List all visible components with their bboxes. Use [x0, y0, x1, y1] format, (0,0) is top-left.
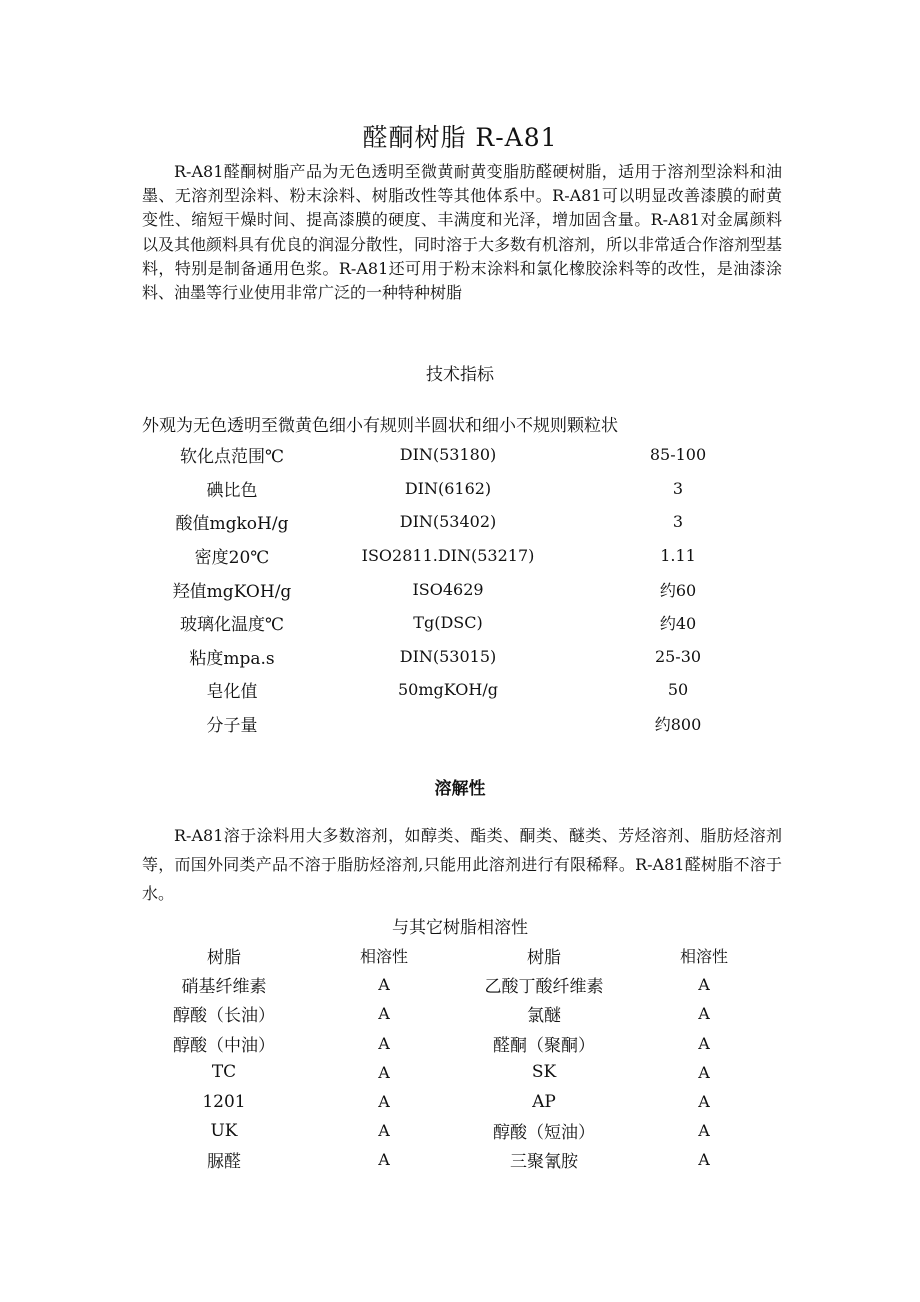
compat-value: A [378, 1004, 390, 1024]
resin-name: 硝基纤维素 [181, 977, 267, 998]
compat-table [142, 941, 782, 1175]
spec-method: DIN(6162) [404, 478, 492, 498]
spec-row [142, 707, 782, 741]
spec-name: 皂化值 [206, 682, 258, 703]
resin-name: AP [532, 1091, 556, 1112]
spec-method: ISO4629 [412, 579, 484, 599]
resin-name: TC [211, 1062, 237, 1083]
compat-heading: 与其它树脂相溶性 [392, 918, 528, 938]
col-header-resin: 树脂 [527, 948, 561, 969]
spec-value: 约800 [654, 715, 702, 735]
resin-name: 醇酸（短油） [493, 1123, 595, 1144]
spec-method: DIN(53015) [399, 646, 497, 666]
compat-row [142, 1058, 782, 1087]
solubility-paragraph: R-A81溶于涂料用大多数溶剂，如醇类、酯类、酮类、醚类、芳烃溶剂、脂肪烃溶剂等，而国外同类产品不溶于脂肪烃溶剂,只能用此溶剂进行有限稀释。R-A81醛树脂不溶于水。 [142, 826, 782, 903]
compat-value: A [378, 975, 390, 995]
compat-value: A [698, 1033, 710, 1053]
spec-value: 50 [667, 680, 689, 700]
compat-value: A [378, 1150, 390, 1170]
compat-value: A [378, 1062, 390, 1082]
resin-name: 醇酸（长油） [173, 1006, 275, 1027]
compat-value: A [698, 1062, 710, 1082]
spec-method: ISO2811.DIN(53217) [361, 546, 535, 566]
resin-name: UK [210, 1120, 238, 1141]
compat-row [142, 1145, 782, 1174]
spec-value: 约40 [659, 614, 697, 634]
spec-name: 羟值mgKOH/g [172, 581, 292, 602]
spec-value: 约60 [659, 580, 697, 600]
compat-value: A [378, 1092, 390, 1112]
compat-row [142, 999, 782, 1028]
spec-name: 碘比色 [206, 480, 258, 501]
spec-value: 3 [672, 512, 684, 532]
spec-name: 酸值mgkoH/g [175, 514, 289, 535]
col-header-compat: 相溶性 [679, 947, 728, 967]
compat-value: A [698, 1092, 710, 1112]
solubility-heading: 溶解性 [434, 779, 486, 799]
spec-row [142, 472, 782, 506]
resin-name: 1201 [202, 1091, 246, 1112]
resin-name: 三聚氰胺 [510, 1152, 578, 1173]
document-title: 醛酮树脂 R-A81 [362, 123, 558, 152]
compat-value: A [378, 1121, 390, 1141]
compat-value: A [698, 1004, 710, 1024]
compat-row [142, 1087, 782, 1116]
compat-value: A [698, 975, 710, 995]
compat-header-row [142, 941, 782, 970]
spec-method: DIN(53180) [399, 445, 497, 465]
spec-table [142, 438, 782, 740]
spec-value: 3 [672, 478, 684, 498]
appearance-line: 外观为无色透明至微黄色细小有规则半圆状和细小不规则颗粒状 [142, 416, 618, 436]
resin-name: 醛酮（聚酮） [493, 1035, 595, 1056]
compat-row [142, 1029, 782, 1058]
compat-value: A [378, 1033, 390, 1053]
tech-spec-heading: 技术指标 [426, 365, 494, 385]
spec-name: 密度20℃ [194, 548, 270, 569]
resin-name: SK [531, 1062, 557, 1083]
spec-method [322, 707, 574, 741]
spec-name: 粘度mpa.s [189, 648, 275, 669]
spec-method: Tg(DSC) [413, 613, 483, 633]
col-header-compat: 相溶性 [359, 947, 408, 967]
spec-row [142, 572, 782, 606]
resin-name: 醇酸（中油） [173, 1035, 275, 1056]
resin-name: 脲醛 [207, 1152, 241, 1173]
spec-value: 1.11 [660, 546, 696, 566]
compat-value: A [698, 1121, 710, 1141]
resin-name: 乙酸丁酸纤维素 [484, 977, 604, 998]
spec-row [142, 673, 782, 707]
spec-name: 软化点范围℃ [179, 447, 285, 468]
spec-value: 85-100 [649, 445, 707, 465]
compat-value: A [698, 1150, 710, 1170]
spec-row [142, 438, 782, 472]
spec-name: 玻璃化温度℃ [179, 615, 285, 636]
spec-method: DIN(53402) [399, 512, 497, 532]
compat-row [142, 970, 782, 999]
spec-row [142, 606, 782, 640]
spec-method: 50mgKOH/g [398, 680, 498, 700]
spec-row [142, 640, 782, 674]
spec-name: 分子量 [206, 716, 258, 737]
col-header-resin: 树脂 [207, 948, 241, 969]
spec-row [142, 505, 782, 539]
compat-row [142, 1116, 782, 1145]
spec-value: 25-30 [654, 646, 702, 666]
spec-row [142, 539, 782, 573]
intro-paragraph: R-A81醛酮树脂产品为无色透明至微黄耐黄变脂肪醛硬树脂，适用于溶剂型涂料和油墨、无溶剂型涂料、粉末涂料、树脂改性等其他体系中。R-A81可以明显改善漆膜的耐黄变性、缩短干燥时间、提高漆膜的硬度、丰满度和光泽，增加固含量。R-A81对金属颜料以及其他颜料具有优良的润湿分散性，同时溶于大多数有机溶剂，所以非常适合作溶剂型基料，特别是制备通用色浆。R-A81还可用于粉末涂料和氯化橡胶涂料等的改性，是油漆涂料、油墨等行业使用非常广泛的一种特种树脂 [142, 162, 783, 303]
resin-name: 氯醚 [527, 1006, 561, 1027]
